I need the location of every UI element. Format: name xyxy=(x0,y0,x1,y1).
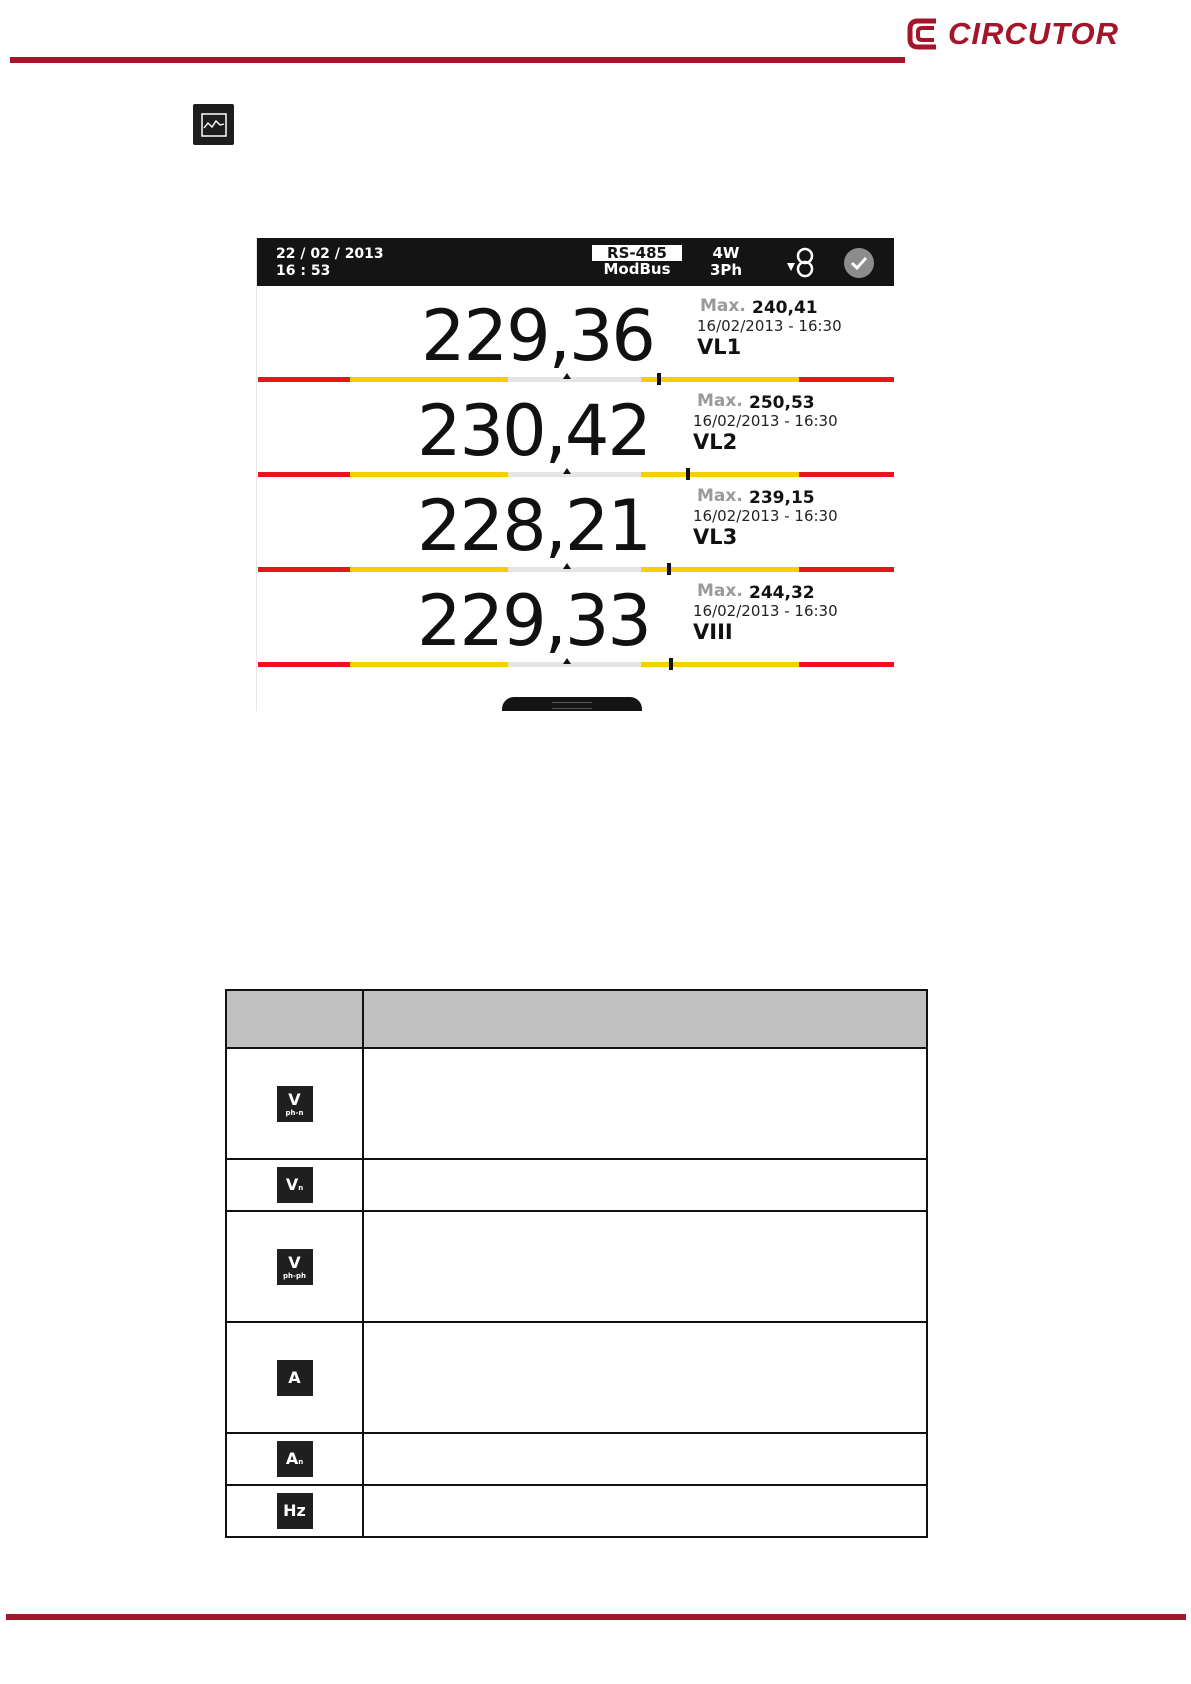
status-bar xyxy=(257,238,894,286)
max-date: 16/02/2013 - 16:30 xyxy=(697,317,842,335)
table-row xyxy=(226,1485,927,1537)
current-key-icon: A xyxy=(277,1360,313,1396)
table-row xyxy=(226,1433,927,1485)
max-label: Max. xyxy=(700,296,746,316)
max-value: 240,41 xyxy=(752,298,818,318)
range-bar xyxy=(257,563,894,575)
voltage-phase-neutral-key-icon: V ph-n xyxy=(277,1086,313,1122)
description-cell xyxy=(363,1159,927,1211)
device-screen xyxy=(256,238,894,711)
key-table xyxy=(225,989,928,1538)
grip-icon xyxy=(552,702,592,709)
status-time: 16 : 53 xyxy=(276,263,331,279)
description-cell xyxy=(363,1433,927,1485)
comm-indicator xyxy=(591,245,683,278)
frequency-key-icon: Hz xyxy=(277,1493,313,1529)
max-label: Max. xyxy=(697,581,743,601)
value-marker xyxy=(657,373,661,385)
brand-name: CIRCUTOR xyxy=(948,16,1120,51)
transformer-icon xyxy=(784,246,818,280)
nominal-marker xyxy=(563,563,571,569)
description-cell xyxy=(363,1211,927,1322)
reading-row-vl3 xyxy=(257,486,894,581)
circutor-logo-icon xyxy=(906,15,944,53)
max-label: Max. xyxy=(697,391,743,411)
reading-value: 229,33 xyxy=(417,580,650,662)
range-bar xyxy=(257,373,894,385)
table-header-key xyxy=(226,990,363,1048)
range-bar xyxy=(257,468,894,480)
channel-label: VIII xyxy=(693,620,733,644)
max-date: 16/02/2013 - 16:30 xyxy=(693,602,838,620)
check-circle-icon[interactable] xyxy=(843,247,875,279)
max-label: Max. xyxy=(697,486,743,506)
description-cell xyxy=(363,1485,927,1537)
range-bar xyxy=(257,658,894,670)
value-marker xyxy=(686,468,690,480)
channel-label: VL3 xyxy=(693,525,738,549)
value-marker xyxy=(669,658,673,670)
table-row xyxy=(226,1322,927,1433)
header-rule xyxy=(10,57,905,63)
max-date: 16/02/2013 - 16:30 xyxy=(693,507,838,525)
neutral-current-key-icon: An xyxy=(277,1441,313,1477)
table-header-description xyxy=(363,990,927,1048)
phases-label: 3Ph xyxy=(709,261,743,279)
voltage-neutral-key-icon: Vn xyxy=(277,1167,313,1203)
reading-value: 228,21 xyxy=(417,485,650,567)
reading-row-viii xyxy=(257,581,894,676)
reading-row-vl1 xyxy=(257,296,894,391)
wiring-indicator xyxy=(709,245,743,279)
nominal-marker xyxy=(563,658,571,664)
key-cell xyxy=(226,1211,363,1322)
footer-rule xyxy=(6,1614,1186,1620)
voltage-phase-phase-key-icon: V ph-ph xyxy=(277,1249,313,1285)
description-cell xyxy=(363,1048,927,1159)
reading-row-vl2 xyxy=(257,391,894,486)
description-cell xyxy=(363,1322,927,1433)
reading-value: 229,36 xyxy=(421,295,654,377)
nominal-marker xyxy=(563,373,571,379)
table-row xyxy=(226,1048,927,1159)
key-cell xyxy=(226,1433,363,1485)
table-header-row xyxy=(226,990,927,1048)
value-marker xyxy=(667,563,671,575)
max-value: 239,15 xyxy=(749,488,815,508)
channel-label: VL2 xyxy=(693,430,738,454)
datetime xyxy=(276,246,384,280)
channel-label: VL1 xyxy=(697,335,742,359)
drawer-handle[interactable] xyxy=(502,697,642,711)
key-cell xyxy=(226,1048,363,1159)
max-value: 250,53 xyxy=(749,393,815,413)
max-date: 16/02/2013 - 16:30 xyxy=(693,412,838,430)
table-row xyxy=(226,1211,927,1322)
status-date: 22 / 02 / 2013 xyxy=(276,246,384,262)
brand-logo xyxy=(906,12,1119,56)
reading-value: 230,42 xyxy=(417,390,650,472)
nominal-marker xyxy=(563,468,571,474)
key-cell xyxy=(226,1322,363,1433)
max-value: 244,32 xyxy=(749,583,815,603)
table-row xyxy=(226,1159,927,1211)
waveform-chart-icon xyxy=(193,104,234,145)
comm-protocol: RS-485 xyxy=(592,245,682,261)
key-cell xyxy=(226,1485,363,1537)
comm-bus: ModBus xyxy=(603,260,671,278)
key-cell xyxy=(226,1159,363,1211)
wires-label: 4W xyxy=(712,244,740,262)
